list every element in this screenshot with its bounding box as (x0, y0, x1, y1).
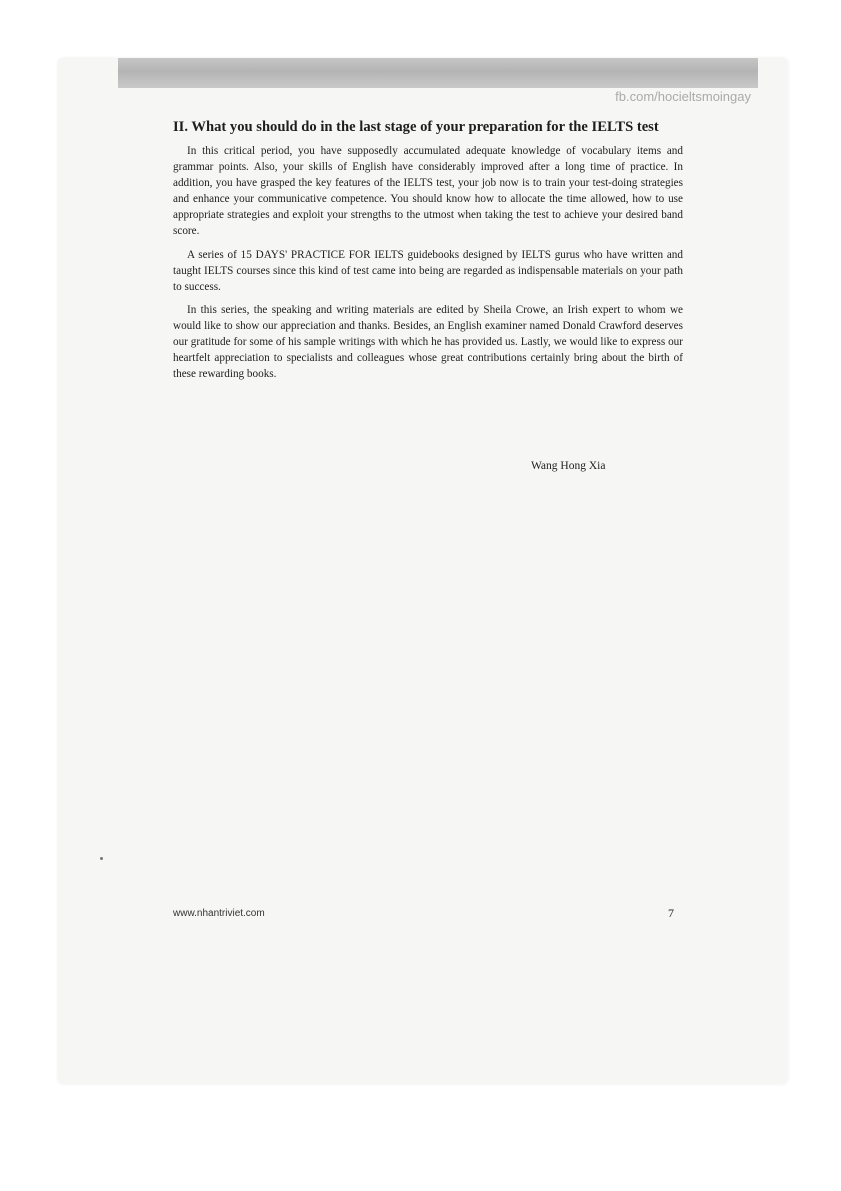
paragraph-3: In this series, the speaking and writing materials are edited by Sheila Crowe, an Irish expert to whom we would like to show our appreciation and thanks. Besides, an English examiner named Donald Crawford deserves our gratitude for some of his sample writings with which he has provided us. Lastly, we would like to express our heartfelt appreciation to specialists and colleagues whose great contributions certainly bring about the birth of these rewarding books. (173, 303, 683, 381)
watermark: fb.com/hocieltsmoingay (615, 89, 751, 104)
paragraph-1: In this critical period, you have supposedly accumulated adequate knowledge of vocabulary items and grammar points. Also, your skills of English have considerably improved after a long time of practice. In addition, you have grasped the key features of the IELTS test, your job now is to train your test-doing strategies and enhance your communicative competence. You should know how to allocate the time allowed, how to use appropriate strategies and exploit your strengths to the utmost when taking the test to achieve your desired band score. (173, 145, 683, 238)
scan-speck (100, 857, 103, 860)
page-number: 7 (668, 906, 674, 920)
author-signature: Wang Hong Xia (531, 460, 606, 472)
paragraph-2: A series of 15 DAYS' PRACTICE FOR IELTS guidebooks designed by IELTS gurus who have written and taught IELTS courses since this kind of test came into being are regarded as indispensable materials on your path to success. (173, 248, 683, 293)
section-heading: II. What you should do in the last stage of your preparation for the IELTS test (173, 119, 659, 135)
footer-website: www.nhantriviet.com (173, 908, 265, 919)
scan-edge-band (118, 58, 758, 88)
page-content (173, 118, 683, 389)
